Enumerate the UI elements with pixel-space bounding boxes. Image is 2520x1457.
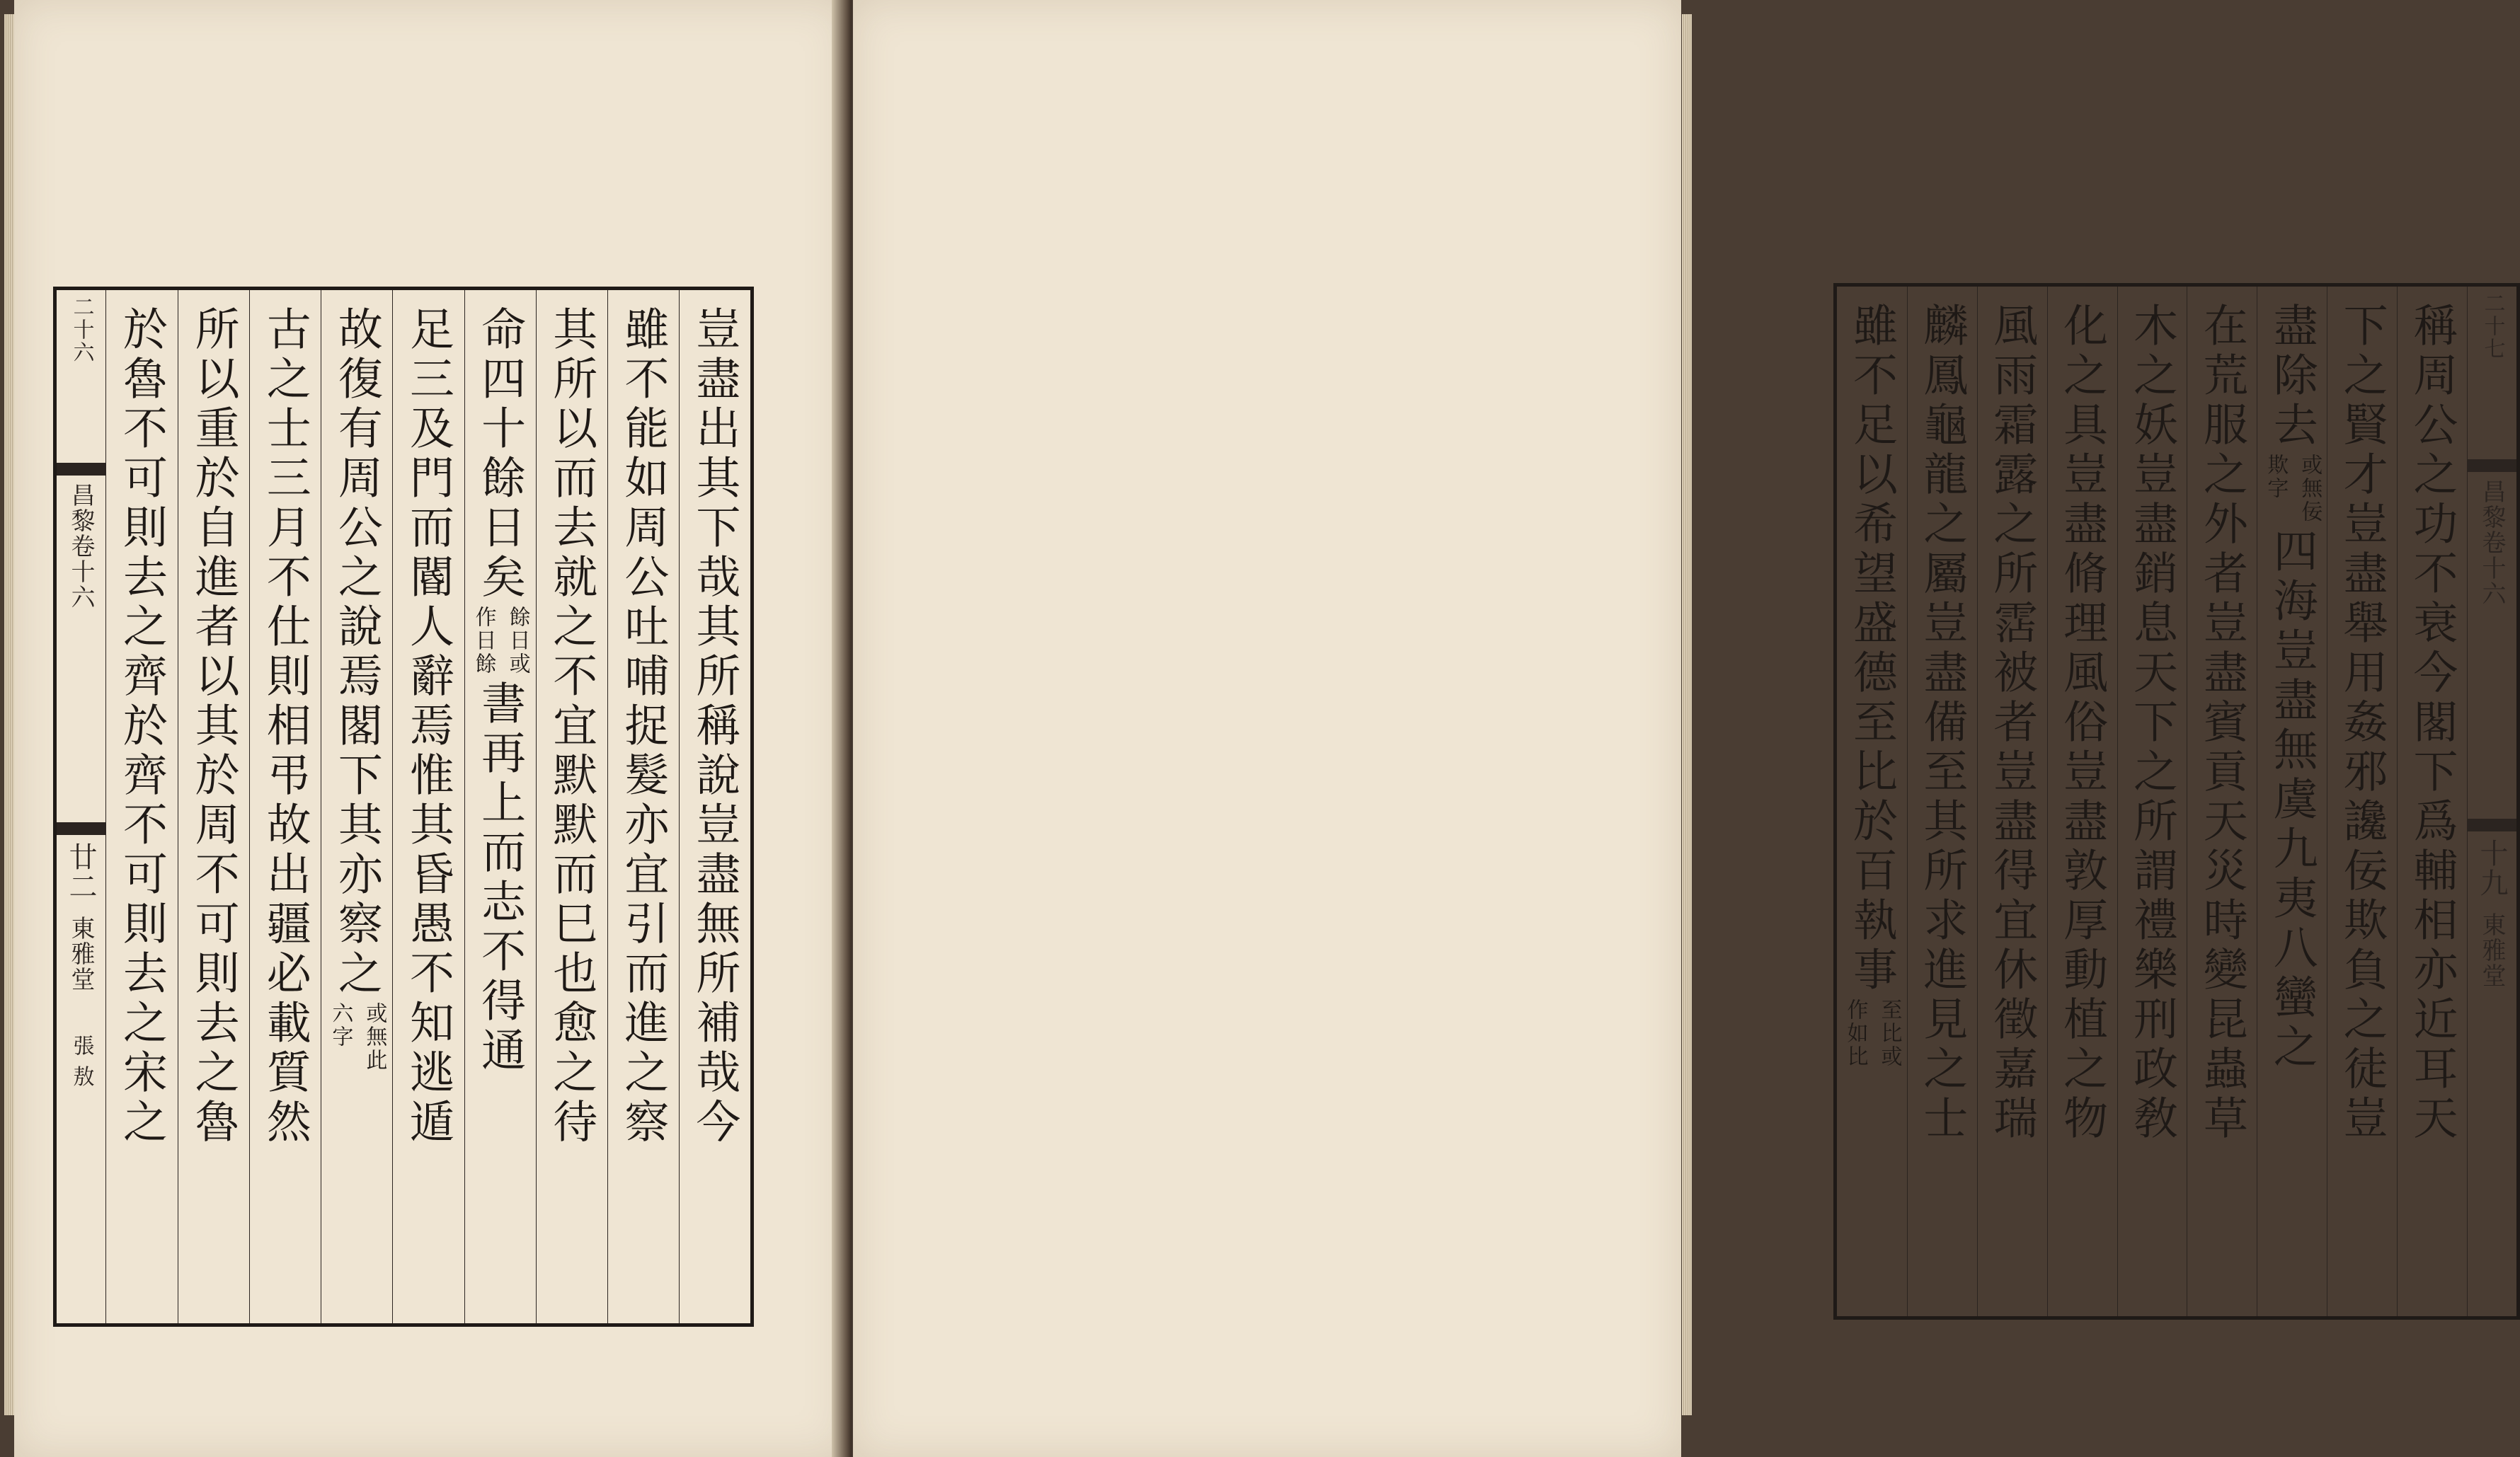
right-page	[853, 0, 2508, 1457]
text-column	[1837, 287, 1907, 1316]
column-text: 故復有周公之說焉閣下其亦察之	[331, 306, 383, 999]
column-text: 所以重於自進者以其於周不可則去之魯	[188, 306, 240, 1148]
banxin-publisher: 東雅堂	[67, 916, 95, 992]
column-text-continued: 四海豈盡無虞九夷八蠻之	[2266, 528, 2318, 1073]
note-line: 作如比	[1843, 998, 1868, 1069]
banxin-title: 昌黎卷十六	[67, 483, 95, 610]
column-text: 麟鳳龜龍之屬豈盡備至其所求進見之士	[1916, 302, 1969, 1144]
text-column	[249, 290, 321, 1323]
interlinear-note	[1839, 998, 1904, 1069]
page-edge-right	[1682, 14, 1692, 1415]
text-column	[2257, 287, 2327, 1316]
text-column	[536, 290, 607, 1323]
column-text: 豈盡出其下哉其所稱說豈盡無所補哉今	[689, 306, 741, 1148]
banxin-top-label: 二十七	[2480, 292, 2505, 360]
banxin-folio-number: 廿二	[64, 842, 97, 902]
left-page	[14, 0, 846, 1457]
note-line: 餘日或	[505, 606, 530, 676]
page-edge-left	[4, 14, 14, 1415]
note-line: 六字	[328, 1002, 353, 1049]
column-text: 盡除去	[2266, 302, 2318, 451]
note-line: 至比或	[1877, 998, 1902, 1069]
fish-tail-mark	[2468, 819, 2516, 831]
text-column	[1907, 287, 1977, 1316]
column-text: 足三及門而閽人辭焉惟其昏愚不知逃遁	[402, 306, 454, 1148]
text-column	[607, 290, 679, 1323]
column-text: 木之妖豈盡銷息天下之所謂禮樂刑政敎	[2126, 302, 2178, 1144]
column-text: 在荒服之外者豈盡賓貢天災時變昆蟲草	[2196, 302, 2248, 1144]
text-column	[464, 290, 536, 1323]
text-column	[679, 290, 750, 1323]
left_page-banxin	[57, 290, 106, 1323]
column-text: 於魯不可則去之齊於齊不可則去之宋之	[116, 306, 168, 1148]
right-text-frame	[1833, 283, 2520, 1320]
right_page-banxin	[2467, 287, 2516, 1316]
banxin-title: 昌黎卷十六	[2478, 479, 2506, 606]
text-column	[2187, 287, 2257, 1316]
text-column	[178, 290, 249, 1323]
fish-tail-mark	[57, 463, 105, 476]
column-text-continued: 書再上而志不得通	[474, 680, 527, 1076]
fish-tail-mark	[2468, 459, 2516, 472]
column-text: 雖不能如周公吐哺捉髮亦宜引而進之察	[617, 306, 670, 1148]
interlinear-note	[2260, 454, 2325, 524]
text-column	[2047, 287, 2117, 1316]
fish-tail-mark	[57, 822, 105, 835]
text-column	[106, 290, 178, 1323]
note-line: 或無佞	[2297, 454, 2323, 524]
banxin-top-label: 二十六	[69, 296, 94, 364]
note-line: 欺字	[2263, 454, 2289, 500]
banxin-carver-name: 張 敖	[69, 1035, 94, 1088]
column-text: 其所以而去就之不宜默默而巳也愈之待	[546, 306, 598, 1148]
note-line: 作日餘	[471, 606, 496, 676]
interlinear-note	[468, 606, 533, 676]
banxin-publisher: 東雅堂	[2478, 912, 2506, 989]
column-text: 化之具豈盡脩理風俗豈盡敦厚動植之物	[2056, 302, 2109, 1144]
column-text: 下之賢才豈盡舉用姦邪讒佞欺負之徒豈	[2336, 302, 2388, 1144]
text-column	[321, 290, 392, 1323]
column-text: 命四十餘日矣	[474, 306, 527, 603]
banxin-folio-number: 十九	[2475, 839, 2508, 898]
text-column	[2117, 287, 2187, 1316]
text-column	[1977, 287, 2047, 1316]
column-text: 稱周公之功不衰今閣下爲輔相亦近耳天	[2406, 302, 2458, 1144]
interlinear-note	[324, 1002, 389, 1072]
column-text: 雖不足以希望盛德至比於百執事	[1845, 302, 1898, 996]
text-column	[2397, 287, 2467, 1316]
text-column	[2327, 287, 2397, 1316]
left-text-frame	[53, 287, 754, 1327]
text-column	[392, 290, 464, 1323]
column-text: 古之士三月不仕則相弔故出疆必載質然	[259, 306, 311, 1148]
column-text: 風雨霜露之所霑被者豈盡得宜休徵嘉瑞	[1986, 302, 2039, 1144]
note-line: 或無此	[362, 1002, 387, 1072]
